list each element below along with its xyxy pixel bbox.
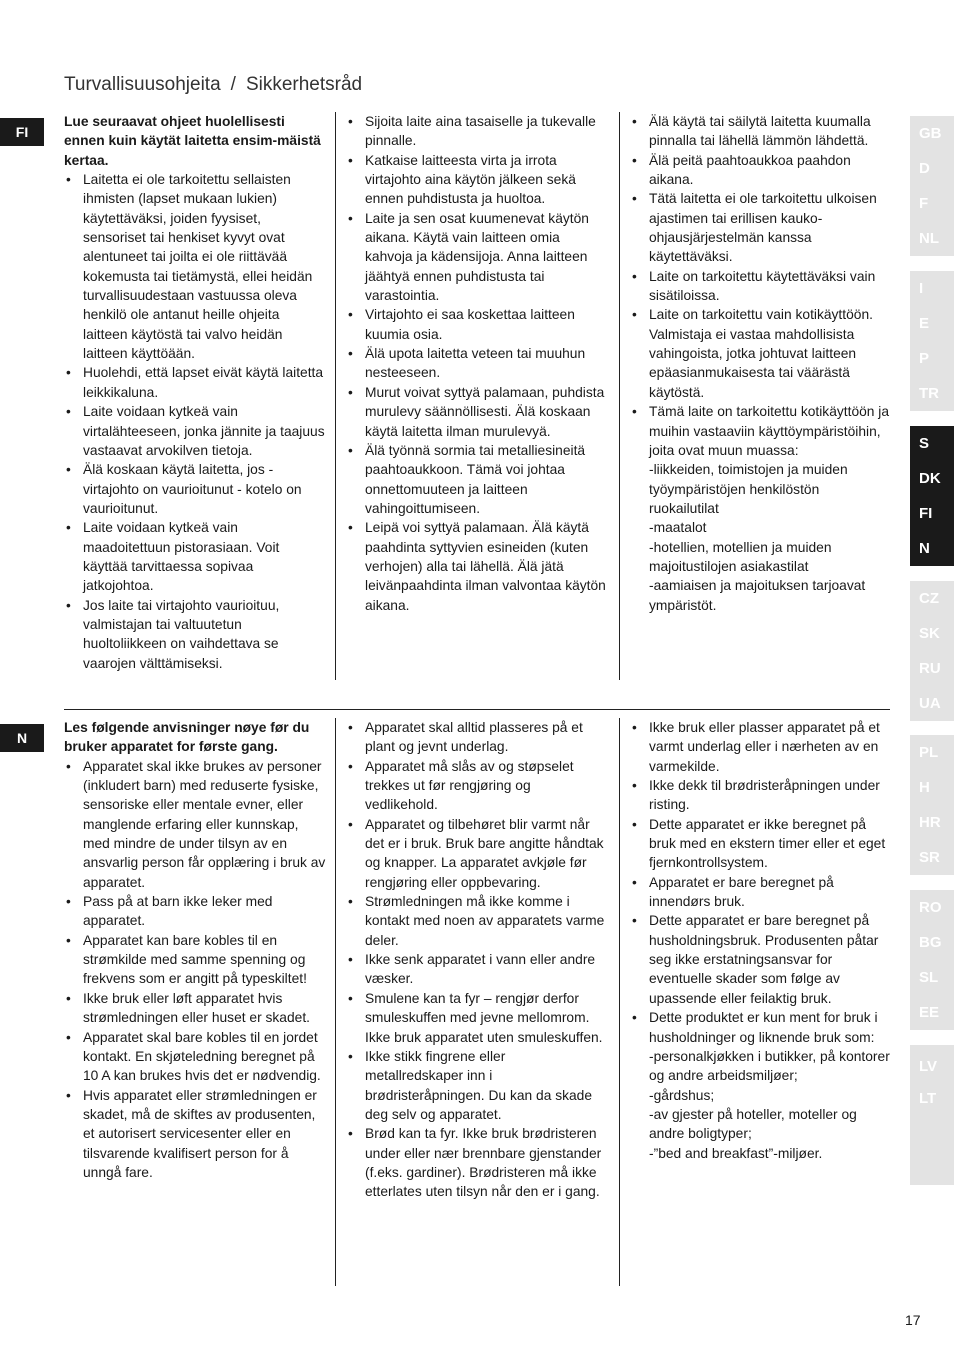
language-code-n[interactable]: N: [919, 539, 930, 557]
no-column-3: [630, 718, 892, 1286]
list-item: • Laite on tarkoitettu vain kotikäyttöön. Valmistaja ei vastaa mahdollisista vahingoista, jotka johtuvat laitteen epäasianmukaisesta tai väärästä käytöstä.: [630, 305, 892, 402]
tail-line: -liikkeiden, toimistojen ja muiden työympäristöjen henkilöstön ruokailutilat: [649, 462, 848, 516]
tail-line: -”bed and breakfast”-miljøer.: [649, 1145, 823, 1161]
language-code-ee[interactable]: EE: [919, 1003, 940, 1021]
no-column-1: [64, 718, 326, 1286]
tail-line: -hotellien, motellien ja muiden majoitustilojen asiakastilat: [649, 539, 832, 574]
language-group: [910, 735, 954, 875]
fi-column-2: [346, 112, 606, 680]
column-divider: [335, 112, 336, 680]
list-item: • Apparatet skal bare kobles til en jordet kontakt. En skjøteledning beregnet på 10 A kan brukes hvis det er nødvendig.: [64, 1028, 326, 1086]
list-item: • Dette apparatet er ikke beregnet på bruk med en ekstern timer eller et eget fjernkontrollsystem.: [630, 815, 892, 873]
language-code-nl[interactable]: NL: [919, 229, 939, 247]
language-code-p[interactable]: P: [919, 349, 930, 367]
fi-list-2: [346, 112, 606, 615]
language-code-ru[interactable]: RU: [919, 659, 941, 677]
language-code-d[interactable]: D: [919, 159, 930, 177]
list-item: • Virtajohto ei saa koskettaa laitteen kuumia osia.: [346, 305, 606, 344]
list-item: • Apparatet må slås av og støpselet trekkes ut før rengjøring og vedlikehold.: [346, 757, 606, 815]
language-code-cz[interactable]: CZ: [919, 589, 939, 607]
language-code-dk[interactable]: DK: [919, 469, 941, 487]
list-item: • Dette produktet er kun ment for bruk i husholdninger og liknende bruk som:: [630, 1008, 892, 1047]
list-item: • Hvis apparatet eller strømledningen er skadet, må de skiftes av produsenten, et autorisert servicesenter eller en tilsvarende kvalifisert person for å unngå fare.: [64, 1086, 326, 1183]
list-item: • Apparatet og tilbehøret blir varmt når det er i bruk. Bruk bare angitte håndtak og knapper. La apparatet avkjøle før rengjøring eller oppbevaring.: [346, 815, 606, 892]
list-item: • Älä työnnä sormia tai metalliesineitä paahtoaukkoon. Tämä voi johtaa onnettomuuteen ja laitteen vahingoittumiseen.: [346, 441, 606, 518]
header-title-no: Sikkerhetsråd: [245, 74, 363, 95]
tail-line: -maatalot: [649, 520, 707, 536]
tail-line: -av gjester på hoteller, moteller og andre boligtyper;: [649, 1106, 857, 1142]
list-item: • Ikke stikk fingrene eller metallredskaper inn i brødristeråpningen. Du kan da skade deg selv og apparatet.: [346, 1047, 606, 1124]
language-code-tr[interactable]: TR: [919, 384, 939, 402]
language-code-e[interactable]: E: [919, 314, 930, 332]
language-code-sl[interactable]: SL: [919, 968, 939, 986]
language-code-sr[interactable]: SR: [919, 848, 940, 866]
fi-list-1: [64, 170, 326, 673]
header-separator: /: [230, 74, 236, 95]
fi-column-3: [630, 112, 892, 680]
list-item: • Sijoita laite aina tasaiselle ja tukevalle pinnalle.: [346, 112, 606, 151]
list-item: • Apparatet kan bare kobles til en strømkilde med samme spenning og frekvens som er angitt på typeskiltet!: [64, 931, 326, 989]
section-norwegian: [64, 718, 890, 1286]
no-list-1: [64, 757, 326, 1183]
language-code-s[interactable]: S: [919, 434, 930, 452]
language-code-pl[interactable]: PL: [919, 743, 939, 761]
language-group: [910, 116, 954, 256]
language-code-fi[interactable]: FI: [919, 504, 933, 522]
language-tag-no: N: [0, 724, 44, 752]
list-item: • Laite voidaan kytkeä vain maadoitettuun pistorasiaan. Voit käyttää tarvittaessa sopivaa jatkojohtoa.: [64, 518, 326, 595]
list-item: • Huolehdi, että lapset eivät käytä laitetta leikkikaluna.: [64, 363, 326, 402]
list-item: • Smulene kan ta fyr – rengjør derfor smuleskuffen med jevne mellomrom. Ikke bruk apparatet uten smuleskuffen.: [346, 989, 606, 1047]
language-code-i[interactable]: I: [919, 279, 924, 297]
tail-line: -gårdshus;: [649, 1087, 715, 1103]
list-item: • Älä käytä tai säilytä laitetta kuumalla pinnalla tai lähellä lämmön lähdettä.: [630, 112, 892, 151]
language-code-f[interactable]: F: [919, 194, 929, 212]
fi-intro: Lue seuraavat ohjeet huolellisesti ennen kuin käytät laitetta ensim-mäistä kertaa.: [64, 114, 321, 168]
language-code-hr[interactable]: HR: [919, 813, 941, 831]
page-number: 17: [905, 1312, 921, 1328]
list-item: • Ikke bruk eller plasser apparatet på et varmt underlag eller i nærheten av en varmekilde.: [630, 718, 892, 776]
list-item: • Brød kan ta fyr. Ikke bruk brødristeren under eller nær brennbare gjenstander (f.eks. gardiner). Brødristeren må ikke etterlates uten tilsyn når den er i gang.: [346, 1124, 606, 1201]
no-column-2: [346, 718, 606, 1286]
list-item: • Jos laite tai virtajohto vaurioituu, valmistajan tai valtuutetun huoltoliikkeen on vaihdettava se vaarojen välttämiseksi.: [64, 596, 326, 673]
list-item: • Ikke bruk eller løft apparatet hvis strømledningen eller huset er skadet.: [64, 989, 326, 1028]
list-item: • Murut voivat syttyä palamaan, puhdista murulevy säännöllisesti. Älä koskaan käytä laitetta ilman murulevyä.: [346, 383, 606, 441]
section-finnish: [64, 112, 890, 680]
fi-column-1: [64, 112, 326, 680]
tail-line: -aamiaisen ja majoituksen tarjoavat ympäristöt.: [649, 578, 866, 613]
language-group: [910, 1045, 954, 1185]
list-item: • Tätä laitetta ei ole tarkoitettu ulkoisen ajastimen tai erillisen kauko-ohjausjärjestelmän kanssa käytettäväksi.: [630, 189, 892, 266]
list-item: • Älä upota laitetta veteen tai muuhun nesteeseen.: [346, 344, 606, 383]
list-item: • Apparatet er bare beregnet på innendørs bruk.: [630, 873, 892, 912]
language-group: [910, 271, 954, 411]
list-item: • Apparatet skal ikke brukes av personer (inkludert barn) med reduserte fysiske, sensoriske eller mentale evner, eller manglende erfaring eller kunnskap, med mindre de under tilsyn av en ansvarlig person får opplæring i bruk av apparatet.: [64, 757, 326, 892]
list-item: • Laitetta ei ole tarkoitettu sellaisten ihmisten (lapset mukaan lukien) käytettäväksi, joiden fyysiset, sensoriset tai henkiset kyvyt ovat alentuneet tai joilta ei ole riittävää kokemusta tai tietämystä, ellei heidän turvallisuudestaan vastuussa oleva henkilö ole antanut heille ohjeita laitteen käytöstä tai valvo heidän laitteen käyttöään.: [64, 170, 326, 363]
page-header: [64, 74, 362, 96]
language-tag-fi: FI: [0, 118, 44, 146]
language-code-ro[interactable]: RO: [919, 898, 942, 916]
fi-list-3: [630, 112, 892, 460]
no-intro: Les følgende anvisninger nøye før du bruker apparatet for første gang.: [64, 720, 310, 755]
list-item: • Katkaise laitteesta virta ja irrota virtajohto aina käytön jälkeen sekä ennen puhdistusta ja huoltoa.: [346, 151, 606, 209]
list-item: • Laite ja sen osat kuumenevat käytön aikana. Käytä vain laitteen omia kahvoja ja kädensijoja. Anna laitteen jäähtyä ennen puhdistusta tai varastointia.: [346, 209, 606, 306]
language-group: [910, 890, 954, 1030]
language-code-ua[interactable]: UA: [919, 694, 941, 712]
column-divider: [335, 718, 336, 1286]
language-code-gb[interactable]: GB: [919, 124, 942, 142]
column-divider: [619, 112, 620, 680]
list-item: • Apparatet skal alltid plasseres på et plant og jevnt underlag.: [346, 718, 606, 757]
language-group: [910, 426, 954, 566]
language-code-lv[interactable]: LV: [919, 1058, 938, 1075]
language-group: [910, 581, 954, 721]
language-code-h[interactable]: H: [919, 778, 930, 796]
section-divider: [64, 709, 890, 710]
list-item: • Leipä voi syttyä palamaan. Älä käytä paahdinta syttyvien esineiden (kuten verhojen) alla tai lähellä. Älä jätä leivänpaahdinta ilman valvontaa käytön aikana.: [346, 518, 606, 615]
list-item: • Älä peitä paahtoaukkoa paahdon aikana.: [630, 151, 892, 190]
list-item: • Älä koskaan käytä laitetta, jos - virtajohto on vaurioitunut - kotelo on vaurioitunut.: [64, 460, 326, 518]
column-divider: [619, 718, 620, 1286]
list-item: • Laite on tarkoitettu käytettäväksi vain sisätiloissa.: [630, 267, 892, 306]
list-item: • Tämä laite on tarkoitettu kotikäyttöön ja muihin vastaaviin käyttöympäristöihin, joita ovat muun muassa:: [630, 402, 892, 460]
language-code-sk[interactable]: SK: [919, 624, 940, 642]
list-item: • Strømledningen må ikke komme i kontakt med noen av apparatets varme deler.: [346, 892, 606, 950]
list-item: • Dette apparatet er bare beregnet på husholdningsbruk. Produsenten påtar seg ikke erstatningsansvar for eventuelle skader som følge av upassende eller feilaktig bruk.: [630, 911, 892, 1008]
list-item: • Ikke dekk til brødristeråpningen under risting.: [630, 776, 892, 815]
no-list-3: [630, 718, 892, 1047]
language-code-bg[interactable]: BG: [919, 933, 942, 951]
no-list-2: [346, 718, 606, 1202]
tail-line: -personalkjøkken i butikker, på kontorer og andre arbeidsmiljøer;: [649, 1048, 890, 1084]
list-item: • Pass på at barn ikke leker med apparatet.: [64, 892, 326, 931]
list-item: • Laite voidaan kytkeä vain virtalähteeseen, jonka jännite ja taajuus vastaavat arvokilven tietoja.: [64, 402, 326, 460]
fi-tail-lines: [630, 460, 892, 615]
list-item: • Ikke senk apparatet i vann eller andre væsker.: [346, 950, 606, 989]
header-title-fi: Turvallisuusohjeita: [64, 74, 221, 95]
no-tail-lines: [630, 1047, 892, 1163]
language-code-lt[interactable]: LT: [919, 1090, 937, 1107]
